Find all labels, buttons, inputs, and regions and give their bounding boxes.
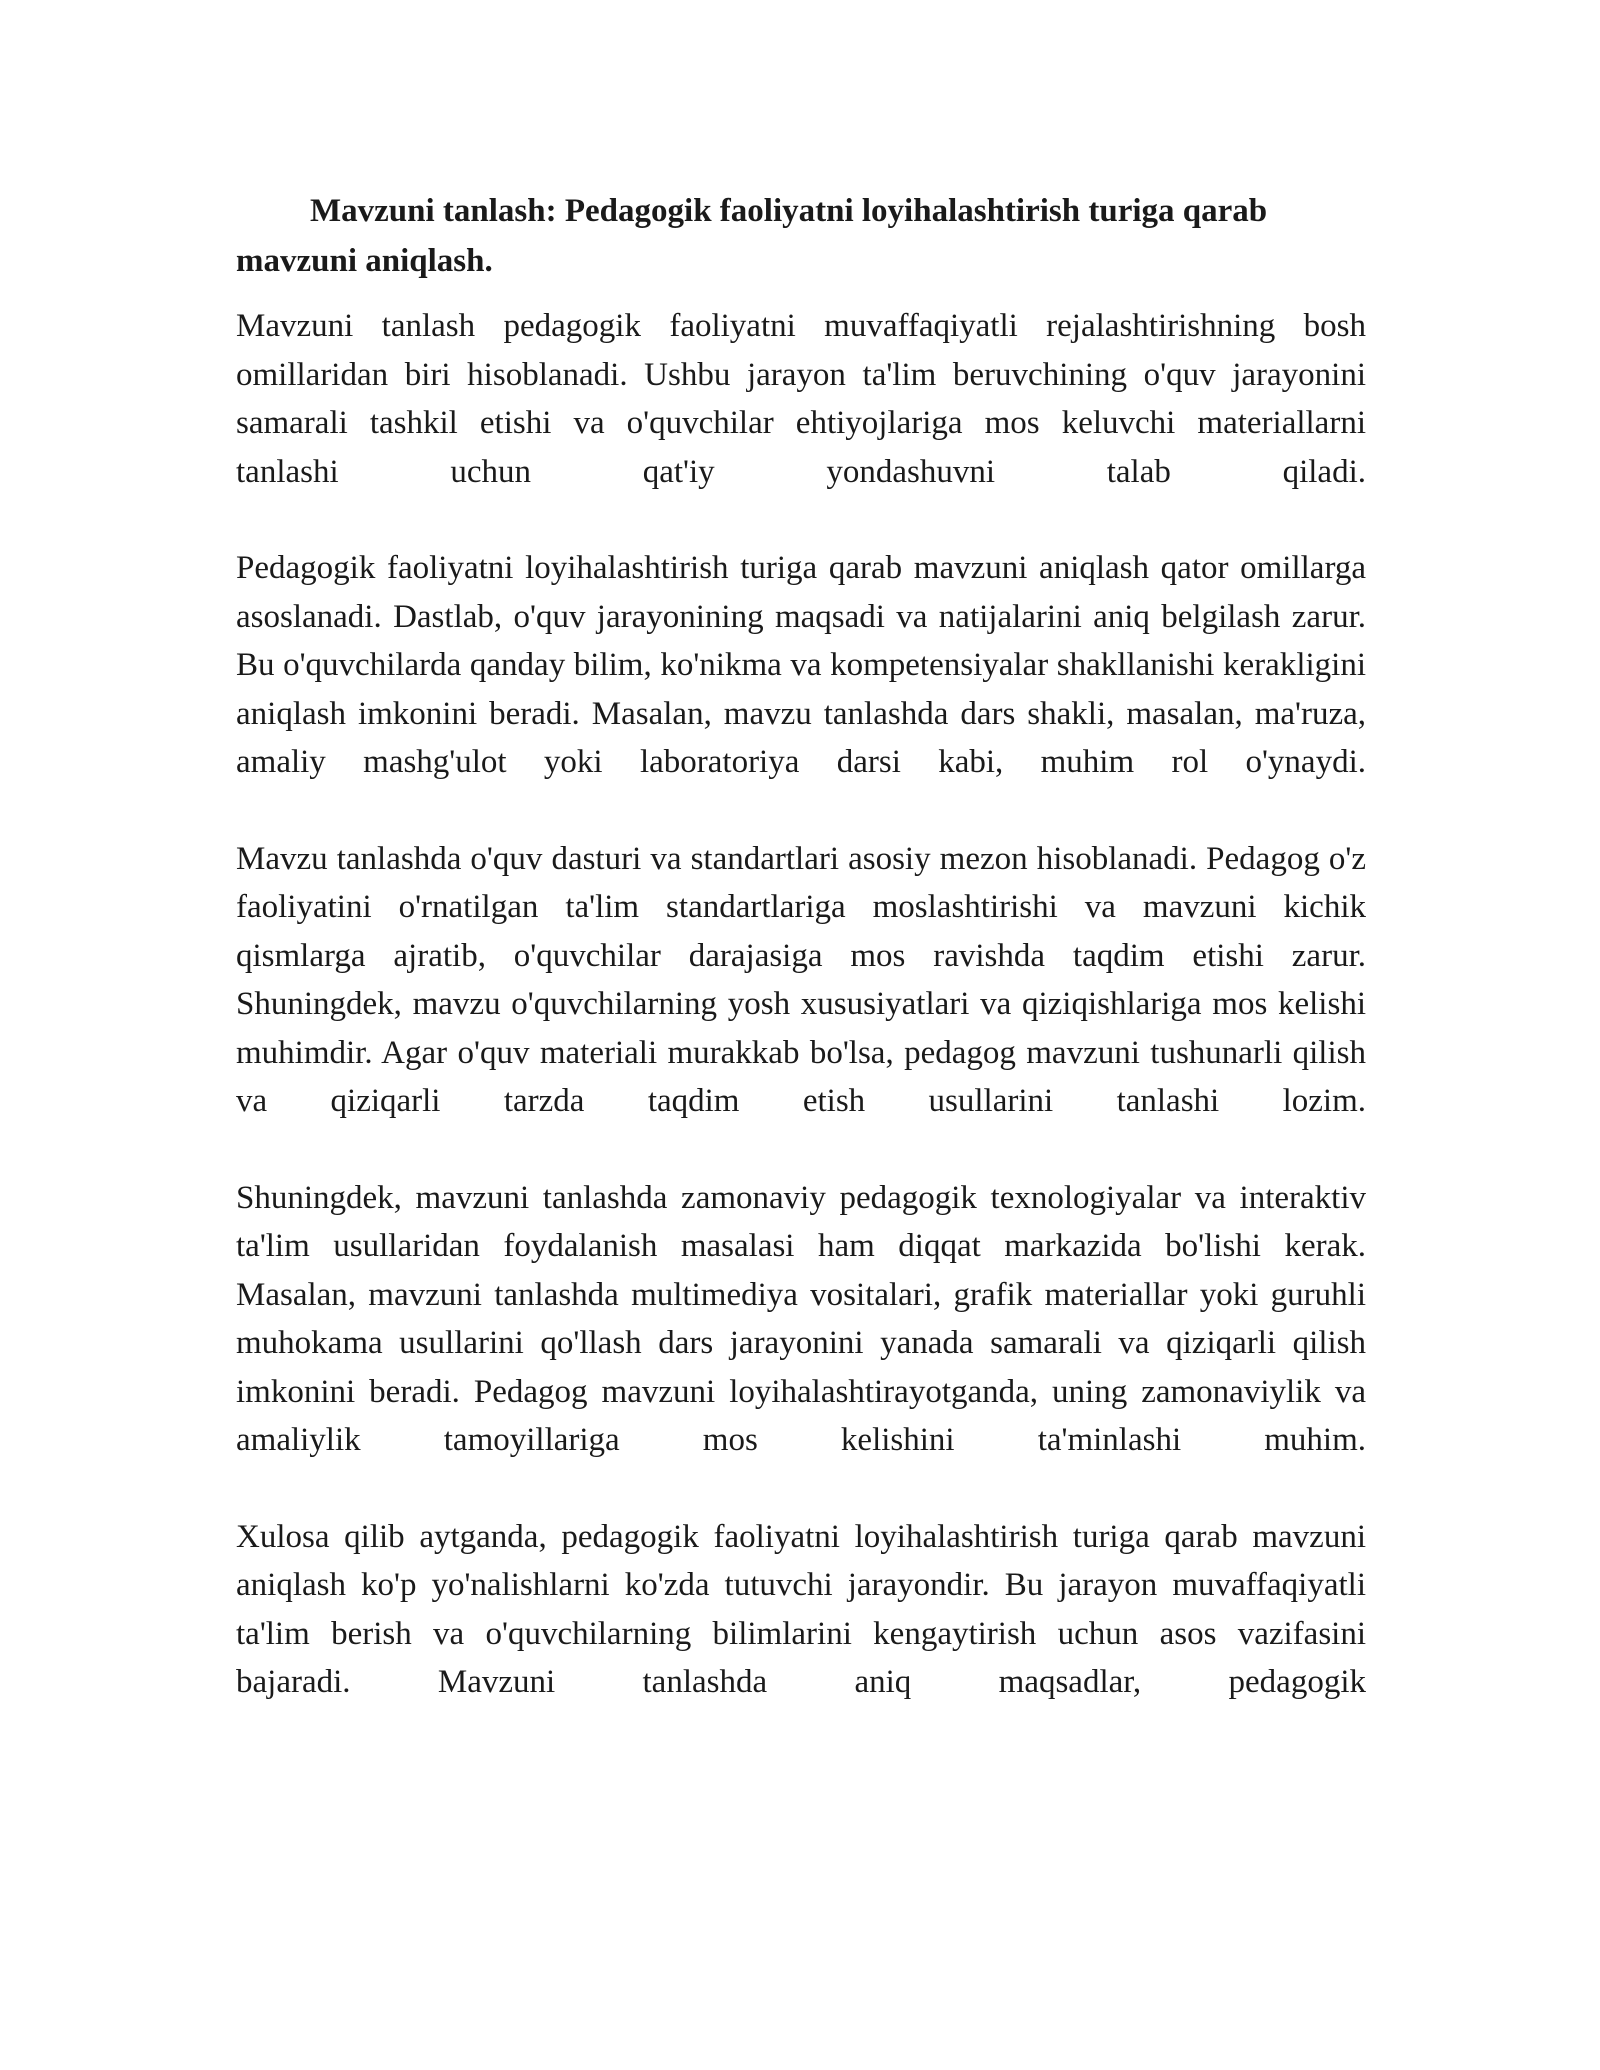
paragraph-5: Xulosa qilib aytganda, pedagogik faoliyatni loyihalashtirish turiga qarab mavzuni aniqlash ko'p yo'nalishlarni ko'zda tutuvchi jarayondir. Bu jarayon muvaffaqiyatli ta'lim berish va o'quvchilarning bilimlarini kengaytirish uchun asos vazifasini bajaradi. Mavzuni tanlashda aniq maqsadlar, pedagogik [236, 1518, 1366, 1700]
document-title: Mavzuni tanlash: Pedagogik faoliyatni loyihalashtirish turiga qarab mavzuni aniqlash. [236, 193, 1268, 279]
paragraph-4: Shuningdek, mavzuni tanlashda zamonaviy pedagogik texnologiyalar va interaktiv ta'lim usullaridan foydalanish masalasi ham diqqat markazida bo'lishi kerak. Masalan, mavzuni tanlashda multimediya vositalari, grafik materiallar yoki guruhli muhokama usullarini qo'llash dars jarayonini yanada samarali va qiziqarli qilish imkonini beradi. Pedagog mavzuni loyihalashtirayotganda, uning zamonaviylik va amaliylik tamoyillariga mos kelishini ta'minlashi muhim. [236, 1179, 1366, 1458]
paragraph-2: Pedagogik faoliyatni loyihalashtirish turiga qarab mavzuni aniqlash qator omillarga asoslanadi. Dastlab, o'quv jarayonining maqsadi va natijalarini aniq belgilash zarur. Bu o'quvchilarda qanday bilim, ko'nikma va kompetensiyalar shakllanishi kerakligini aniqlash imkonini beradi. Masalan, mavzu tanlashda dars shakli, masalan, ma'ruza, amaliy mashg'ulot yoki laboratoriya darsi kabi, muhim rol o'ynaydi. [236, 550, 1366, 780]
paragraph-1: Mavzuni tanlash pedagogik faoliyatni muvaffaqiyatli rejalashtirishning bosh omillaridan biri hisoblanadi. Ushbu jarayon ta'lim beruvchining o'quv jarayonini samarali tashkil etishi va o'quvchilar ehtiyojlariga mos keluvchi materiallarni tanlashi uchun qat'iy yondashuvni talab qiladi. [236, 308, 1366, 490]
paragraph-3: Mavzu tanlashda o'quv dasturi va standartlari asosiy mezon hisoblanadi. Pedagog o'z faoliyatini o'rnatilgan ta'lim standartlariga moslashtirishi va mavzuni kichik qismlarga ajratib, o'quvchilar darajasiga mos ravishda taqdim etishi zarur. Shuningdek, mavzu o'quvchilarning yosh xususiyatlari va qiziqishlariga mos kelishi muhimdir. Agar o'quv materiali murakkab bo'lsa, pedagog mavzuni tushunarli qilish va qiziqarli tarzda taqdim etish usullarini tanlashi lozim. [236, 840, 1366, 1119]
document-body [236, 186, 1366, 1707]
